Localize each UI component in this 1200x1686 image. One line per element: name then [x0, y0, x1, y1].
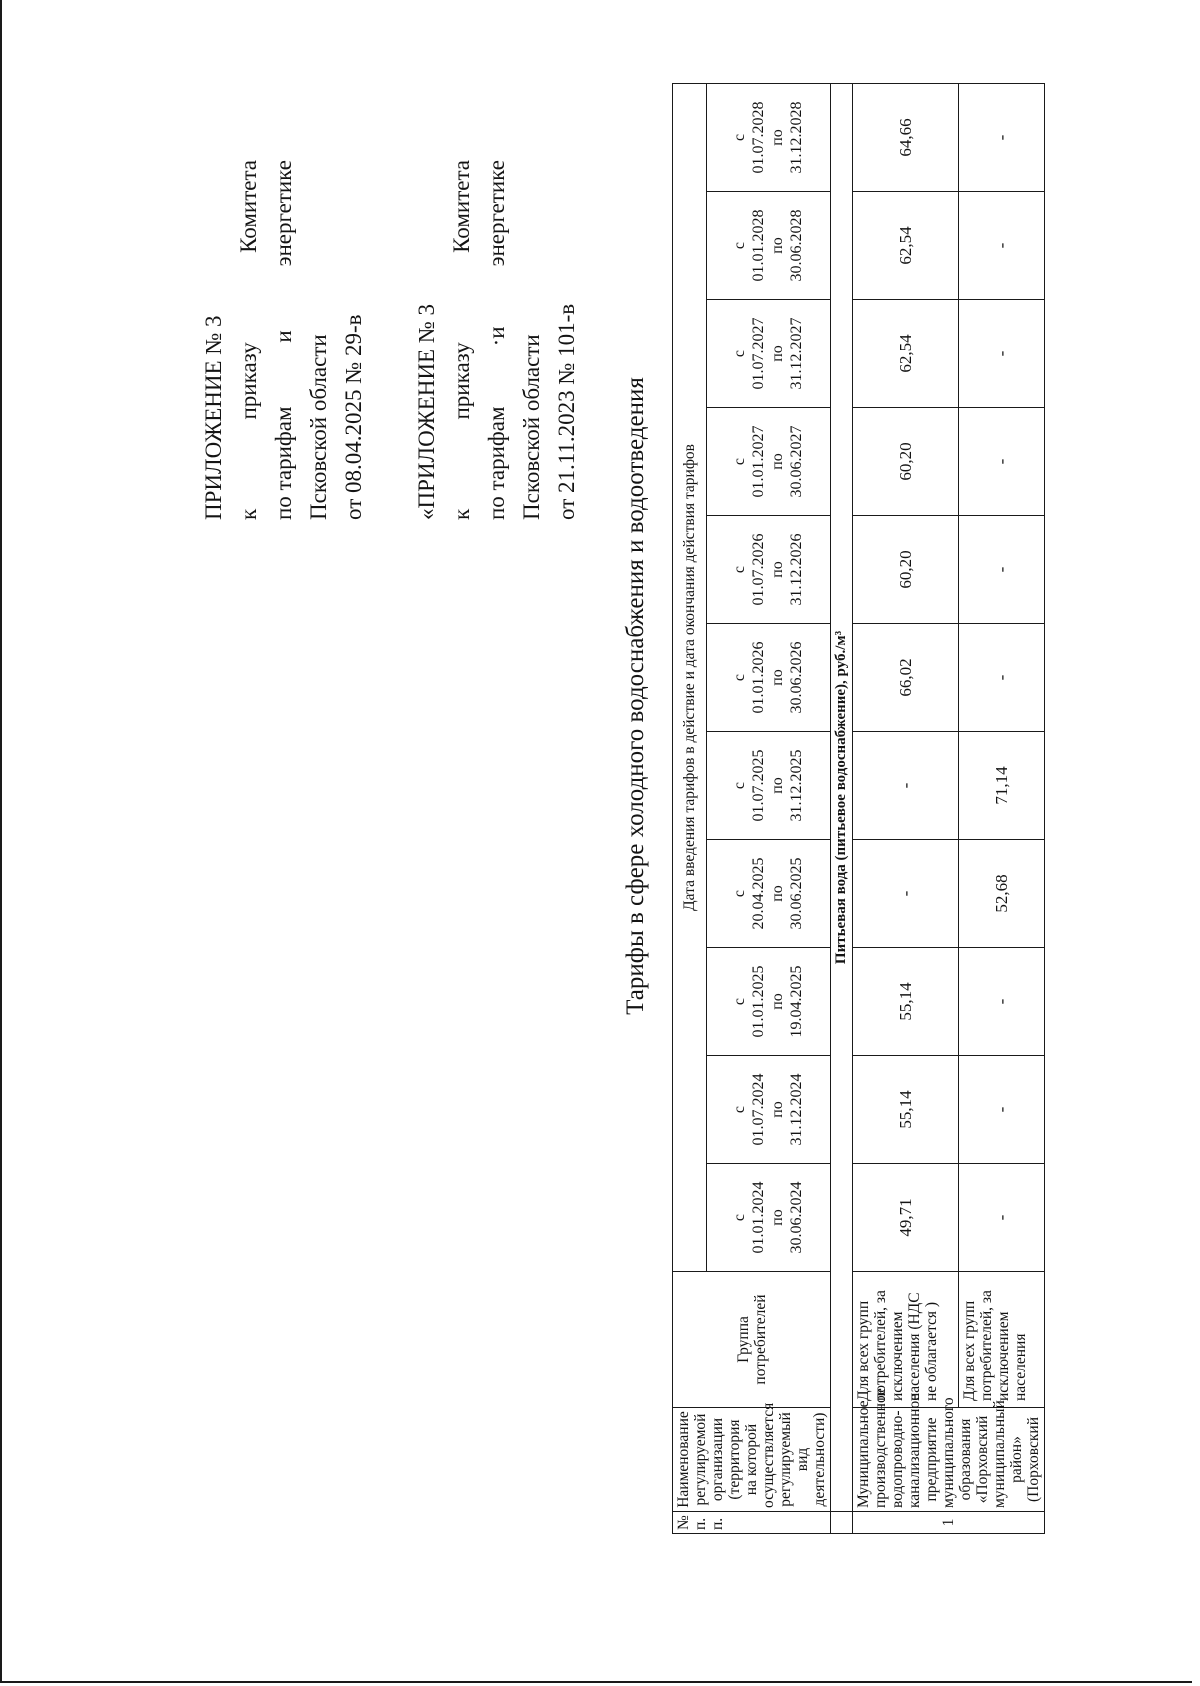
appendix-region: Псковской области — [306, 334, 331, 520]
column-header-organization: Наименование регулируемой организации (территория на которой осуществляется регулируемый вид деятельности) — [673, 1408, 831, 1512]
tariff-value: - — [959, 408, 1045, 516]
tariff-value: - — [959, 516, 1045, 624]
row-number: 1 — [853, 1512, 1045, 1534]
table-header-row — [673, 83, 707, 1533]
tariff-value: - — [959, 300, 1045, 408]
appendix-line: по тарифам и энергетике — [271, 160, 296, 520]
period-header: с 01.01.2025 по 19.04.2025 — [706, 948, 830, 1056]
tariff-value: - — [853, 732, 959, 840]
tariff-value: 66,02 — [853, 624, 959, 732]
tariff-value: 64,66 — [853, 83, 959, 191]
tariff-value: 60,20 — [853, 408, 959, 516]
period-header: с 01.01.2027 по 30.06.2027 — [706, 408, 830, 516]
section-row — [831, 83, 853, 1533]
table-row — [959, 83, 1045, 1533]
tariff-value: 60,20 — [853, 516, 959, 624]
appendix-line: к приказу Комитета — [236, 160, 261, 520]
document-title: Тарифы в сфере холодного водоснабжения и водоотведения — [622, 377, 649, 1015]
consumer-group: Для всех групп потребителей, за исключением населения — [959, 1272, 1045, 1408]
period-header: с 01.07.2028 по 31.12.2028 — [706, 83, 830, 191]
table-row — [853, 83, 959, 1533]
period-header: с 01.01.2024 по 30.06.2024 — [706, 1164, 830, 1272]
previous-appendix-title: «ПРИЛОЖЕНИЕ № 3 — [414, 303, 439, 520]
appendix-line: по тарифам ·и энергетике — [484, 160, 509, 520]
period-header: с 01.01.2028 по 30.06.2028 — [706, 192, 830, 300]
period-header: с 01.07.2025 по 31.12.2025 — [706, 732, 830, 840]
tariff-value: 62,54 — [853, 300, 959, 408]
tariff-value: - — [959, 624, 1045, 732]
previous-appendix-order-date: от 21.11.2023 № 101-в — [554, 303, 579, 520]
tariff-value: - — [959, 1164, 1045, 1272]
organization-name: Муниципальное производственное водопроводно-канализационное предприятие муниципального образования «Порховский муниципальный район» (Порховский — [853, 1408, 1045, 1512]
column-header-consumer-group: Группа потребителей — [673, 1272, 831, 1408]
period-header: с 01.07.2026 по 31.12.2026 — [706, 516, 830, 624]
tariff-value: 71,14 — [959, 732, 1045, 840]
period-header: с 20.04.2025 по 30.06.2025 — [706, 840, 830, 948]
tariff-value: - — [959, 1056, 1045, 1164]
period-header: с 01.01.2026 по 30.06.2026 — [706, 624, 830, 732]
tariff-table — [672, 83, 1045, 1534]
previous-appendix-region: Псковской области — [519, 334, 544, 520]
column-header-number: № п. п. — [673, 1512, 831, 1534]
tariff-value: - — [853, 840, 959, 948]
column-header-dates: Дата введения тарифов в действие и дата окончания действия тарифов — [673, 83, 707, 1271]
tariff-value: 55,14 — [853, 1056, 959, 1164]
tariff-value: - — [959, 83, 1045, 191]
tariff-value: - — [959, 948, 1045, 1056]
appendix-order-date: от 08.04.2025 № 29-в — [341, 314, 366, 520]
tariff-value: 52,68 — [959, 840, 1045, 948]
appendix-title: ПРИЛОЖЕНИЕ № 3 — [201, 315, 226, 520]
approval-block — [196, 160, 584, 520]
tariff-value: 55,14 — [853, 948, 959, 1056]
tariff-value: 62,54 — [853, 192, 959, 300]
tariff-value: 49,71 — [853, 1164, 959, 1272]
period-header: с 01.07.2027 по 31.12.2027 — [706, 300, 830, 408]
tariff-value: - — [959, 192, 1045, 300]
appendix-line: к приказу Комитета — [449, 160, 474, 520]
section-title: Питьевая вода (питьевое водоснабжение), руб./м³ — [831, 83, 853, 1511]
consumer-group: Для всех групп потребителей, за исключением населения (НДС не облагается ) — [853, 1272, 959, 1408]
period-header: с 01.07.2024 по 31.12.2024 — [706, 1056, 830, 1164]
